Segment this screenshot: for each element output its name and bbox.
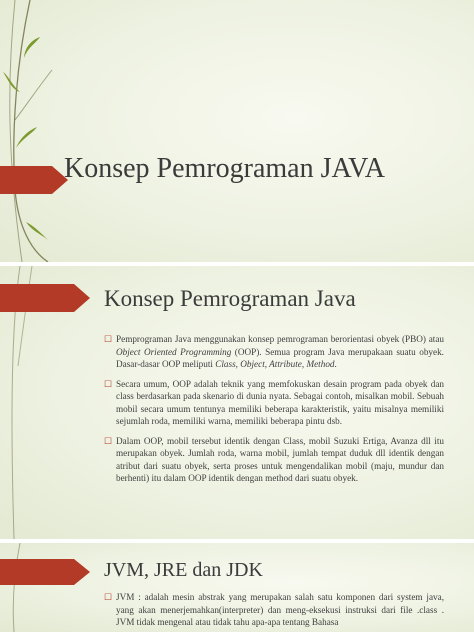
accent-tab: [0, 284, 90, 312]
bullet-text: Dalam OOP, mobil tersebut identik dengan Class, mobil Suzuki Ertiga, Avanza dll itu merupakan obyek. Jumlah roda, warna mobil, jumlah tempat duduk dll identik dengan atribut dari suatu obyek, serta proses untuk mengendalikan mobil (maju, mundur dan berhenti) itu dalam OOP identik dengan method dari suatu obyek.: [116, 435, 444, 483]
bullet-text: Secara umum, OOP adalah teknik yang memfokuskan desain program pada obyek dan class berdasarkan pada skenario di dunia nyata. Sebagai contoh, misalkan mobil. Sebuah mobil secara umum tentunya memiliki beberapa karakteristik, yaitu misalnya memiliki sejumlah roda, memiliki warna, memiliki beberapa pintu dsb.: [116, 378, 444, 426]
slide-title-text: JVM, JRE dan JDK: [104, 559, 263, 581]
accent-tab: [0, 559, 90, 585]
bullet-marker-icon: ☐: [104, 592, 113, 602]
bullet-text-italic: Class, Object, Attribute, Method: [215, 359, 335, 369]
bullet-item: [104, 333, 444, 371]
bullet-list: [104, 591, 444, 632]
bullet-marker-icon: ☐: [104, 334, 113, 344]
vine-decoration-icon: [0, 0, 60, 262]
bullet-text: JVM : adalah mesin abstrak yang merupakan salah satu komponen dari system java, yang akan menerjemahkan(interpreter) dan meng-eksekusi instruksi dari file .class . JVM tidak mengenal atau tidak tahu apa-apa tentang Bahasa: [116, 592, 444, 627]
bullet-item: [104, 591, 444, 629]
bullet-item: [104, 378, 444, 428]
bullet-marker-icon: ☐: [104, 435, 113, 446]
bullet-item: [104, 435, 444, 485]
bullet-marker-icon: ☐: [104, 378, 113, 389]
vine-decoration-icon: [0, 543, 60, 632]
bullet-list: [104, 333, 444, 492]
slide-title-text: Konsep Pemrograman Java: [104, 286, 356, 311]
bullet-text: Pemprograman Java menggunakan konsep pemrograman berorientasi obyek (PBO) atau: [116, 334, 444, 344]
slide-jvm: [0, 543, 474, 632]
bullet-text: (OOP). Semua program Java merupakaan suatu obyek. Dasar-dasar OOP meliputi: [116, 346, 444, 369]
bullet-text-italic: Object Oriented Programming: [116, 346, 232, 357]
slide-title-text: Konsep Pemrograman JAVA: [64, 153, 385, 184]
slide-konsep: [0, 266, 474, 539]
bullet-text: .: [334, 359, 337, 369]
slide-title: [0, 0, 474, 262]
